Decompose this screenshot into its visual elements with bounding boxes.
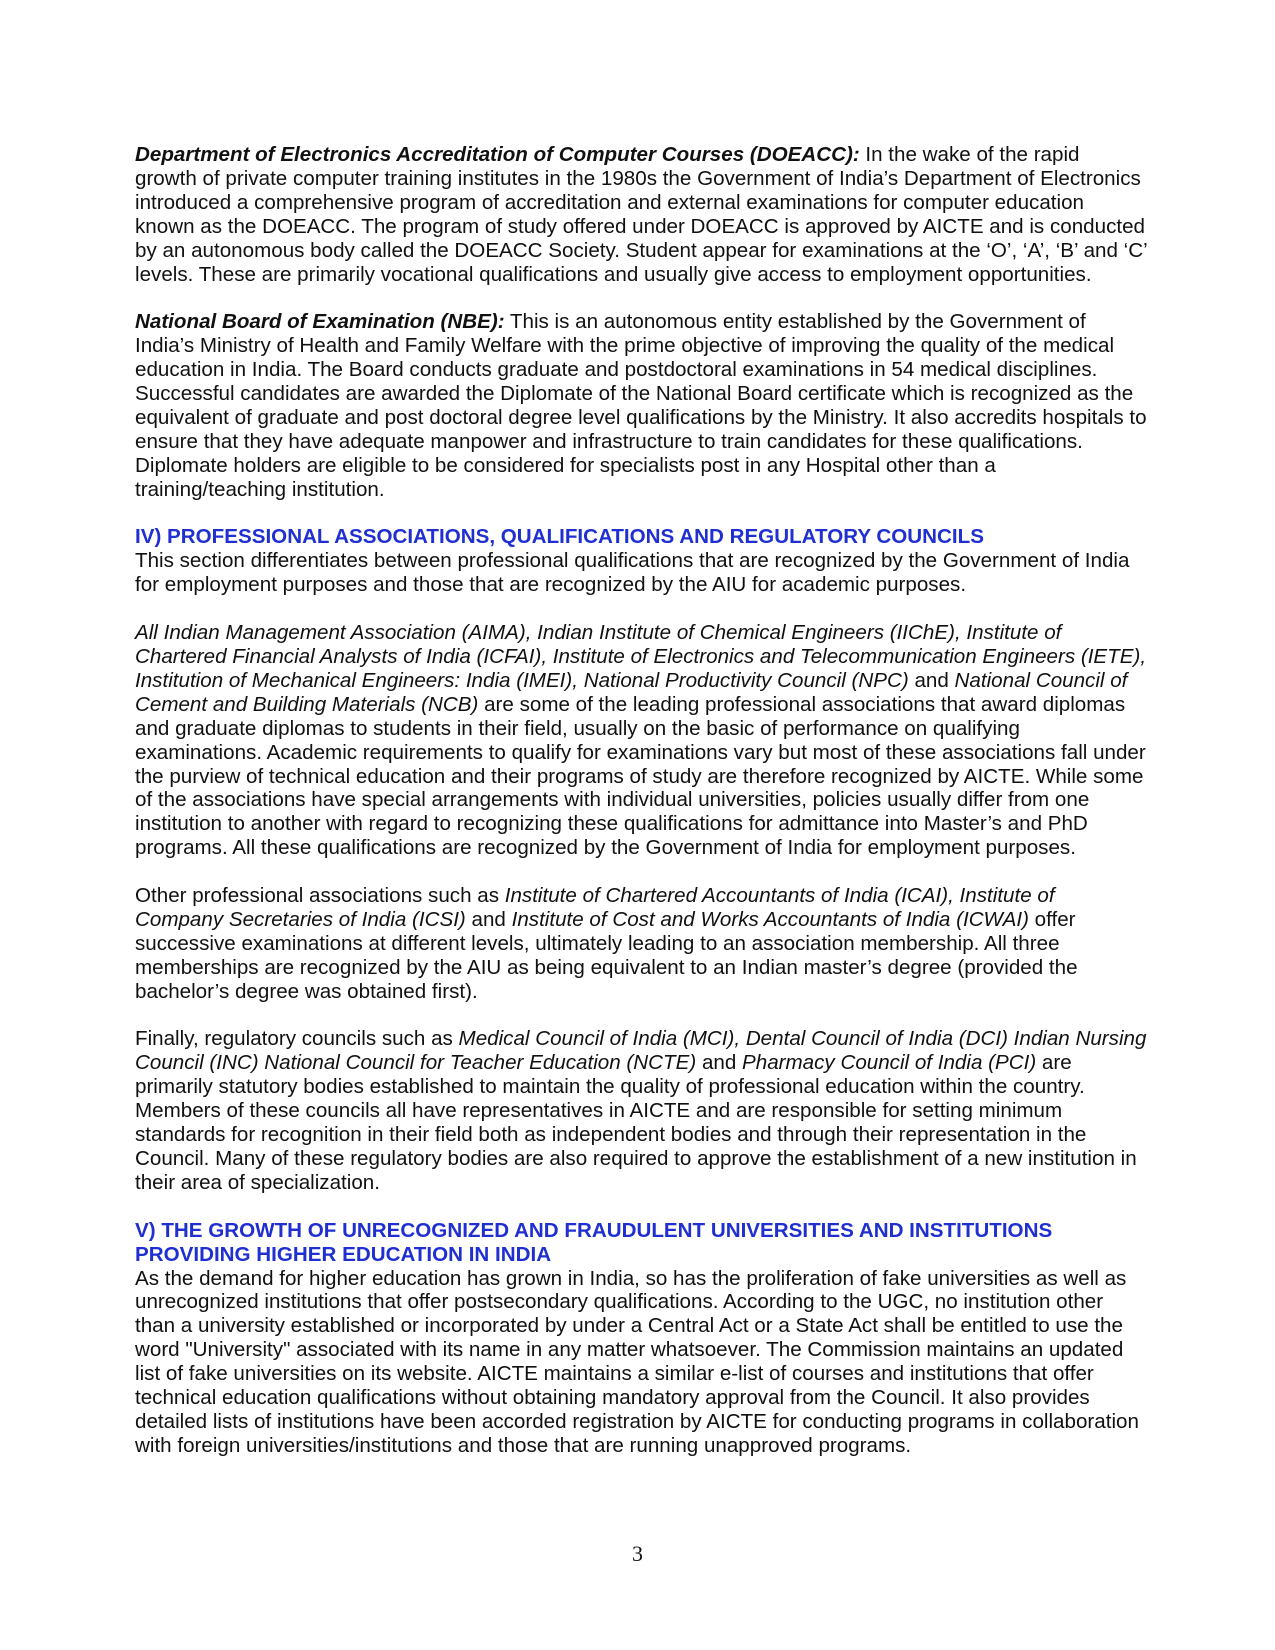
conjunction-and: and	[465, 907, 512, 931]
other-associations-list-b: Institute of Cost and Works Accountants of India (ICWAI)	[511, 907, 1029, 931]
regulatory-councils-lead: Finally, regulatory councils such as	[135, 1027, 459, 1051]
paragraph-gap	[135, 597, 1147, 621]
doeacc-paragraph	[135, 143, 1147, 286]
conjunction-and: and	[696, 1051, 743, 1075]
section-5-heading-line-1: V) THE GROWTH OF UNRECOGNIZED AND FRAUDULENT UNIVERSITIES AND INSTITUTIONS	[135, 1218, 1053, 1242]
other-associations-text: offer successive examinations at different levels, ultimately leading to an association membership. All three memberships are recognized by the AIU as being equivalent to an Indian master’s degree (provided the bachelor’s degree was obtained first).	[135, 907, 1078, 1003]
paragraph-gap	[135, 860, 1147, 884]
regulatory-councils-text: are primarily statutory bodies established to maintain the quality of professional education within the country. Members of these councils all have representatives in AICTE and are responsible for setting minimum standards for recognition in their field both as independent bodies and through their representation in the Council. Many of these regulatory bodies are also required to approve the establishment of a new institution in their area of specialization.	[135, 1051, 1137, 1194]
document-page	[135, 143, 1147, 1458]
nbe-text: This is an autonomous entity established by the Government of India’s Ministry of Health and Family Welfare with the prime objective of improving the quality of the medical education in India. The Board conducts graduate and postdoctoral examinations in 54 medical disciplines. Successful candidates are awarded the Diplomate of the National Board certificate which is recognized as the equivalent of graduate and post doctoral degree level qualifications by the Ministry. It also accredits hospitals to ensure that they have adequate manpower and infrastructure to train candidates for these qualifications. Diplomate holders are eligible to be considered for specialists post in any Hospital other than a training/teaching institution.	[135, 310, 1147, 501]
associations-list-b: National Council of Cement and Building Materials (NCB)	[135, 668, 1128, 716]
paragraph-gap	[135, 1195, 1147, 1219]
paragraph-gap	[135, 1004, 1147, 1028]
section-4-heading: IV) PROFESSIONAL ASSOCIATIONS, QUALIFICATIONS AND REGULATORY COUNCILS	[135, 525, 984, 549]
doeacc-text: In the wake of the rapid growth of private computer training institutes in the 1980s the Government of India’s Department of Electronics introduced a comprehensive program of accreditation and external examinations for computer education known as the DOEACC. The program of study offered under DOEACC is approved by AICTE and is conducted by an autonomous body called the DOEACC Society. Student appear for examinations at the ‘O’, ‘A’, ‘B’ and ‘C’ levels. These are primarily vocational qualifications and usually give access to employment opportunities.	[135, 143, 1147, 286]
paragraph-gap	[135, 502, 1147, 526]
section-5-heading-line-2: PROVIDING HIGHER EDUCATION IN INDIA	[135, 1242, 552, 1266]
other-associations-list-a: Institute of Chartered Accountants of India (ICAI), Institute of Company Secretaries of India (ICSI)	[135, 884, 1055, 931]
page-number: 3	[632, 1541, 643, 1566]
other-associations-paragraph	[135, 884, 1147, 1004]
regulatory-councils-list-b: Pharmacy Council of India (PCI)	[742, 1051, 1037, 1075]
section-4-intro: This section differentiates between professional qualifications that are recognized by the Government of India for employment purposes and those that are recognized by the AIU for academic purposes.	[135, 549, 1130, 597]
nbe-term: National Board of Examination (NBE):	[135, 310, 505, 334]
section-5-text: As the demand for higher education has grown in India, so has the proliferation of fake universities as well as unrecognized institutions that offer postsecondary qualifications. According to the UGC, no institution other than a university established or incorporated by under a Central Act or a State Act shall be entitled to use the word "University" associated with its name in any matter whatsoever. The Commission maintains an updated list of fake universities on its website. AICTE maintains a similar e-list of courses and institutions that offer technical education qualifications without obtaining mandatory approval from the Council. It also provides detailed lists of institutions have been accorded registration by AICTE for conducting programs in collaboration with foreign universities/institutions and those that are running unapproved programs.	[135, 1266, 1139, 1457]
professional-associations-paragraph	[135, 621, 1147, 860]
regulatory-councils-list-a: Medical Council of India (MCI), Dental Council of India (DCI) Indian Nursing Council (INC) National Council for Teacher Education (NCTE)	[135, 1027, 1147, 1075]
paragraph-gap	[135, 286, 1147, 310]
associations-list-a: All Indian Management Association (AIMA), Indian Institute of Chemical Engineers (IIChE), Institute of Chartered Financial Analysts of India (ICFAI), Institute of Electronics and Telecommunication Engineers (IETE), Institution of Mechanical Engineers: India (IMEI), National Productivity Council (NPC)	[135, 621, 1147, 692]
conjunction-and: and	[908, 668, 955, 692]
nbe-paragraph	[135, 310, 1147, 501]
doeacc-term: Department of Electronics Accreditation of Computer Courses (DOEACC):	[135, 143, 860, 166]
regulatory-councils-paragraph	[135, 1027, 1147, 1194]
other-associations-lead: Other professional associations such as	[135, 884, 505, 908]
associations-text: are some of the leading professional associations that award diplomas and graduate diplomas to students in their field, usually on the basic of performance on qualifying examinations. Academic requirements to qualify for examinations vary but most of these associations fall under the purview of technical education and their programs of study are therefore recognized by AICTE. While some of the associations have special arrangements with individual universities, policies usually differ from one institution to another with regard to recognizing these qualifications for admittance into Master’s and PhD programs. All these qualifications are recognized by the Government of India for employment purposes.	[135, 692, 1146, 860]
